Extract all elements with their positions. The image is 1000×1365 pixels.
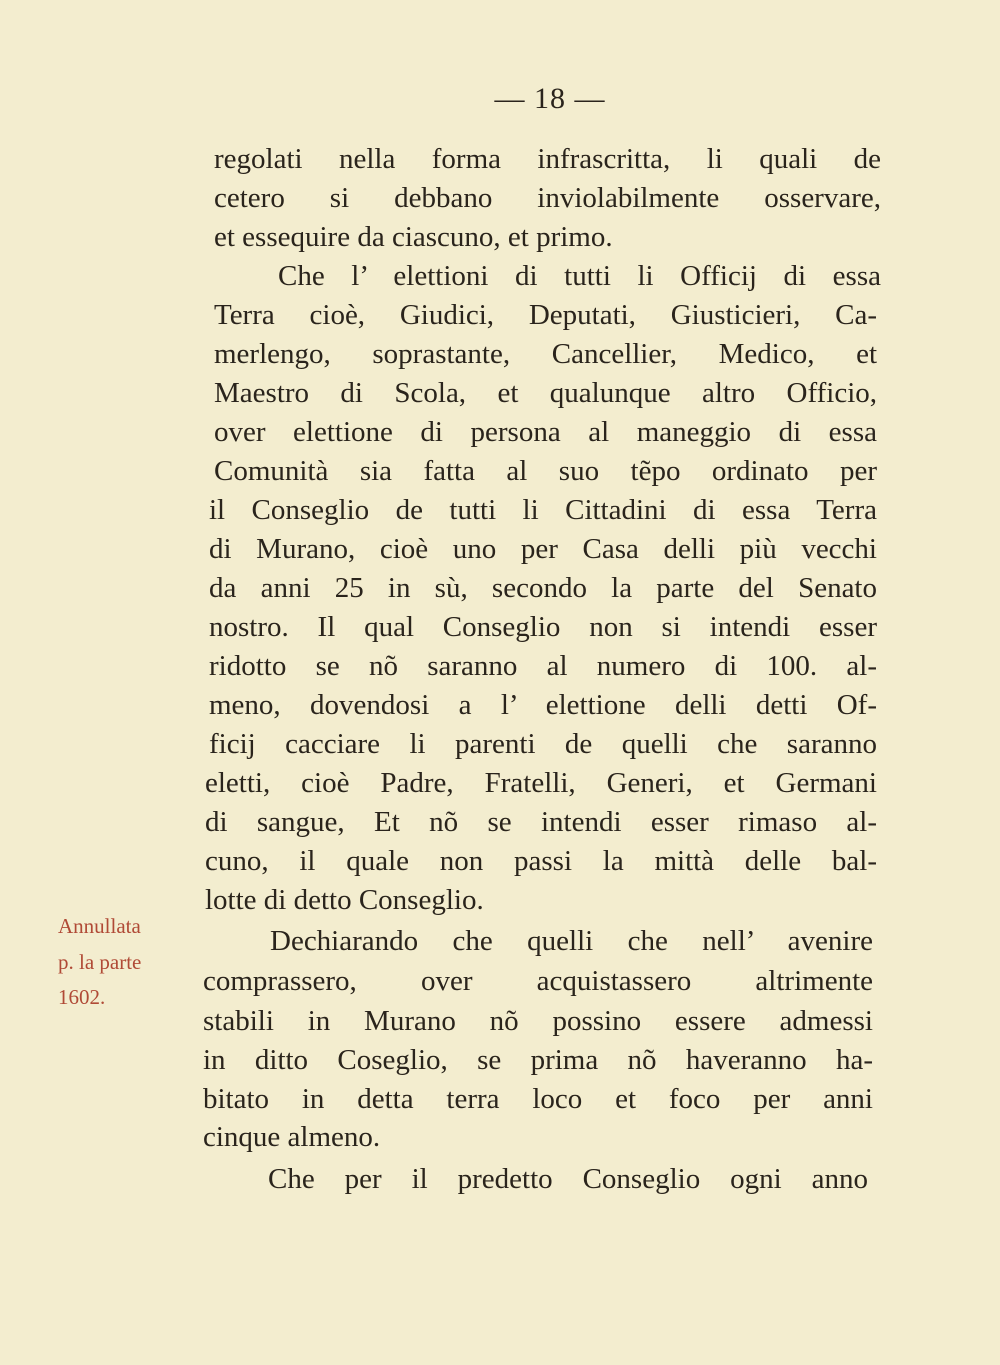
text-line: regolati nella forma infrascritta, li quali de (214, 143, 881, 175)
text-line: cetero si debbano inviolabilmente osservare, (214, 182, 881, 214)
text-line: Che per il predetto Conseglio ogni anno (268, 1163, 868, 1195)
text-line: Dechiarando che quelli che nell’ avenire (270, 925, 873, 957)
text-line: et essequire da ciascuno, et primo. (214, 221, 613, 253)
text-line: bitato in detta terra loco et foco per anni (203, 1083, 873, 1115)
text-line: il Conseglio de tutti li Cittadini di essa Terra (209, 494, 877, 526)
text-line: cuno, il quale non passi la mittà delle bal- (205, 845, 877, 877)
text-line: stabili in Murano nõ possino essere admessi (203, 1005, 873, 1037)
text-line: ficij cacciare li parenti de quelli che saranno (209, 728, 877, 760)
margin-note-line: 1602. (58, 985, 106, 1009)
text-line: di Murano, cioè uno per Casa delli più vecchi (209, 533, 877, 565)
text-line: merlengo, soprastante, Cancellier, Medico, et (214, 338, 877, 370)
text-line: in ditto Coseglio, se prima nõ haveranno ha- (203, 1044, 873, 1076)
text-line: Maestro di Scola, et qualunque altro Officio, (214, 377, 877, 409)
text-line: Comunità sia fatta al suo tẽpo ordinato per (214, 455, 877, 487)
margin-note-line: Annullata (58, 914, 141, 938)
text-line: Terra cioè, Giudici, Deputati, Giusticieri, Ca- (214, 299, 877, 331)
text-line: comprassero, over acquistassero altrimente (203, 965, 873, 997)
page-number: — 18 — (494, 82, 606, 115)
text-line: Che l’ elettioni di tutti li Officij di essa (278, 260, 881, 292)
text-line: nostro. Il qual Conseglio non si intendi esser (209, 611, 877, 643)
text-line: over elettione di persona al maneggio di essa (214, 416, 877, 448)
text-line: cinque almeno. (203, 1121, 381, 1153)
text-line: di sangue, Et nõ se intendi esser rimaso al- (205, 806, 877, 838)
text-line: lotte di detto Conseglio. (205, 884, 484, 916)
margin-note-line: p. la parte (58, 950, 142, 974)
text-line: ridotto se nõ saranno al numero di 100. al- (209, 650, 877, 682)
text-line: da anni 25 in sù, secondo la parte del Senato (209, 572, 877, 604)
text-line: eletti, cioè Padre, Fratelli, Generi, et Germani (205, 767, 877, 799)
text-line: meno, dovendosi a l’ elettione delli detti Of- (209, 689, 877, 721)
